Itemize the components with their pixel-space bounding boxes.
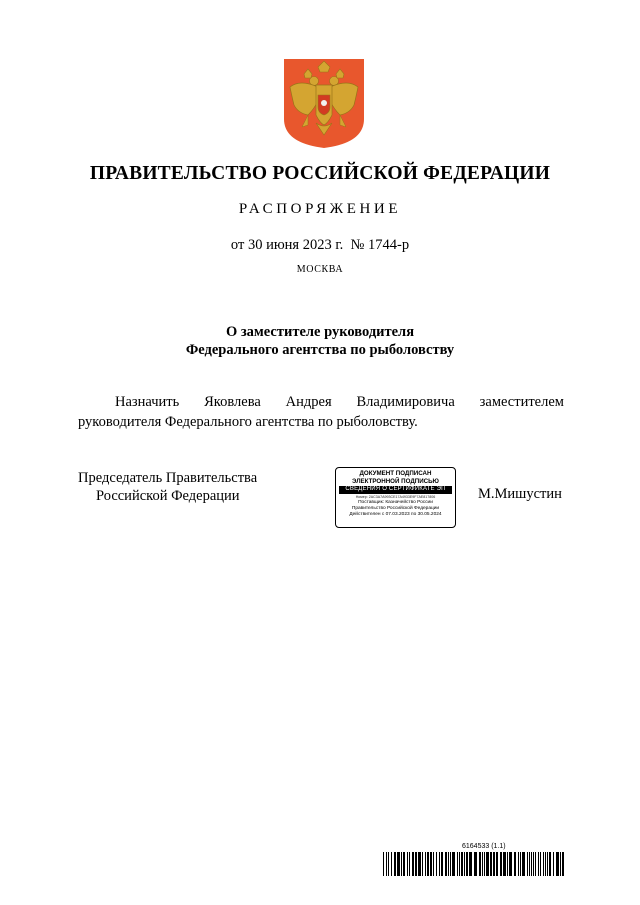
- barcode-bar: [507, 852, 508, 876]
- body-line-2: руководителя Федерального агентства по рыболовству.: [78, 414, 418, 430]
- barcode-bar: [509, 852, 512, 876]
- barcode-bar: [459, 852, 460, 876]
- body-line-1: [78, 392, 564, 412]
- barcode-bar: [427, 852, 429, 876]
- barcode-bar: [394, 852, 396, 876]
- barcode-bar: [403, 852, 405, 876]
- barcode-bar: [450, 852, 451, 876]
- barcode-bar: [433, 852, 434, 876]
- barcode-bar: [531, 852, 532, 876]
- body-word: заместителем: [479, 394, 564, 410]
- barcode-bar: [461, 852, 463, 876]
- body-word: Яковлева: [204, 394, 261, 410]
- barcode-bar: [556, 852, 559, 876]
- stamp-issuer-line-1: Поставщик: Казначейство России: [358, 499, 433, 505]
- barcode-bar: [553, 852, 554, 876]
- city: МОСКВА: [296, 264, 344, 275]
- barcode-bar: [391, 852, 392, 876]
- barcode-bar: [535, 852, 536, 876]
- barcode-bar: [439, 852, 440, 876]
- barcode-bar: [484, 852, 485, 876]
- date-and-number: от 30 июня 2023 г. № 1744-р: [230, 237, 410, 253]
- document-title: ПРАВИТЕЛЬСТВО РОССИЙСКОЙ ФЕДЕРАЦИИ: [89, 163, 551, 184]
- barcode-bar: [452, 852, 455, 876]
- subject-line-1: О заместителе руководителя: [225, 324, 415, 340]
- signer-position: [78, 469, 257, 505]
- barcode-bar: [479, 852, 481, 876]
- barcode-bar: [441, 852, 443, 876]
- barcode-bar: [474, 852, 477, 876]
- barcode-id: 6164533 (1.1): [462, 843, 506, 850]
- barcode-bar: [464, 852, 465, 876]
- signer-position-line-1: Председатель Правительства: [78, 470, 258, 486]
- barcode-bar: [486, 852, 489, 876]
- barcode-bar: [386, 852, 387, 876]
- barcode-bar: [520, 852, 521, 876]
- signer-name: М.Мишустин: [478, 486, 562, 502]
- barcode-bar: [469, 852, 472, 876]
- coat-of-arms-icon: [282, 57, 366, 149]
- barcode-bar: [490, 852, 492, 876]
- body-word: Андрея: [285, 394, 332, 410]
- barcode-bar: [436, 852, 437, 876]
- barcode-bar: [503, 852, 506, 876]
- barcode-bar: [466, 852, 468, 876]
- barcode-bar: [496, 852, 498, 876]
- barcode-bar: [383, 852, 384, 876]
- subject-line-2: Федерального агентства по рыболовству: [185, 342, 455, 358]
- barcode-bar: [409, 852, 410, 876]
- barcode-bar: [422, 852, 423, 876]
- stamp-issuer-line-2: Правительство Российской Федерации: [351, 505, 440, 511]
- barcode-bar: [562, 852, 564, 876]
- barcode-bar: [540, 852, 541, 876]
- stamp-heading-line-2: ЭЛЕКТРОННОЙ ПОДПИСЬЮ: [352, 477, 439, 485]
- barcode-bar: [388, 852, 389, 876]
- body-word: Назначить: [115, 394, 180, 410]
- barcode-bar: [543, 852, 544, 876]
- barcode-bar: [518, 852, 519, 876]
- barcode-bar: [527, 852, 528, 876]
- document-type: РАСПОРЯЖЕНИЕ: [238, 201, 402, 217]
- stamp-certificate-band: СВЕДЕНИЯ О СЕРТИФИКАТЕ ЭП: [339, 486, 452, 494]
- barcode-bar: [533, 852, 534, 876]
- signer-position-line-2: Российской Федерации: [96, 488, 240, 504]
- stamp-cert-number: Номер: 2AC3A7A993CE17A4933E9F7AE817806: [355, 494, 436, 499]
- barcode-bar: [547, 852, 548, 876]
- barcode-bar: [500, 852, 502, 876]
- barcode-bar: [457, 852, 458, 876]
- barcode-bar: [529, 852, 530, 876]
- barcode-bar: [538, 852, 539, 876]
- barcode-bar: [549, 852, 551, 876]
- barcode-bar: [522, 852, 525, 876]
- barcode-bar: [448, 852, 449, 876]
- barcode-bar: [407, 852, 408, 876]
- stamp-validity: Действителен с 07.03.2023 по 30.05.2024: [349, 511, 442, 517]
- barcode-bar: [493, 852, 495, 876]
- stamp-heading-line-1: ДОКУМЕНТ ПОДПИСАН: [359, 470, 432, 477]
- electronic-signature-stamp: [335, 467, 456, 528]
- barcode-bar: [425, 852, 426, 876]
- barcode-bar: [545, 852, 546, 876]
- stamp-heading: [336, 470, 455, 485]
- barcode-bar: [482, 852, 483, 876]
- barcode-bar: [418, 852, 421, 876]
- barcode-bar: [412, 852, 414, 876]
- barcode-bar: [560, 852, 561, 876]
- document-subject: [0, 323, 640, 359]
- barcode-icon: [383, 852, 564, 876]
- document-body: [78, 392, 564, 432]
- barcode-bar: [445, 852, 447, 876]
- barcode-bar: [514, 852, 516, 876]
- barcode-bar: [415, 852, 417, 876]
- barcode-bar: [397, 852, 400, 876]
- body-word: Владимировича: [356, 394, 455, 410]
- barcode-bar: [430, 852, 432, 876]
- barcode-bar: [401, 852, 402, 876]
